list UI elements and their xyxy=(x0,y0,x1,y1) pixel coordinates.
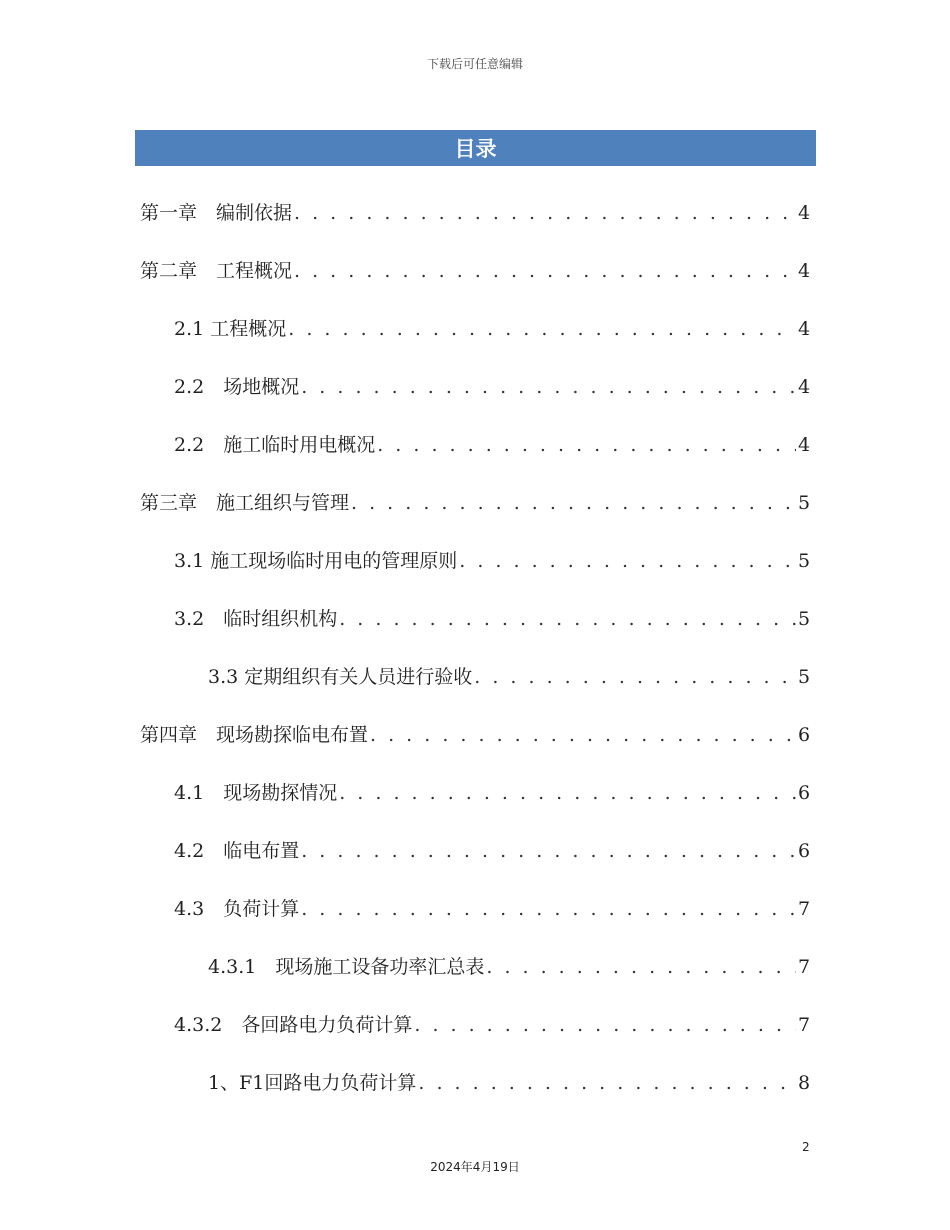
toc-entry-page: 8 xyxy=(798,1072,811,1094)
toc-entry[interactable] xyxy=(140,251,810,291)
toc-entry-page: 4 xyxy=(798,260,811,282)
toc-entry[interactable] xyxy=(174,773,810,813)
toc-entry-text: 2.2 施工临时用电概况 xyxy=(174,434,376,456)
toc-entry-page: 5 xyxy=(798,666,811,688)
toc-entry-page: 6 xyxy=(798,840,811,862)
toc-entry-page: 5 xyxy=(798,550,811,572)
toc-entry-text: 1、F1回路电力负荷计算 xyxy=(208,1072,417,1094)
toc-entry-page: 4 xyxy=(798,202,811,224)
toc-leader-dots xyxy=(459,541,796,581)
toc-leader-dots xyxy=(294,193,796,233)
toc-leader-dots xyxy=(339,773,796,813)
toc-leader-dots xyxy=(301,831,796,871)
header-note: 下载后可任意编辑 xyxy=(426,57,523,71)
toc-leader-dots xyxy=(288,309,796,349)
toc-entry-text: 第三章 施工组织与管理 xyxy=(140,492,350,514)
toc-entry[interactable] xyxy=(174,599,810,639)
toc-entry-page: 7 xyxy=(798,1014,811,1036)
toc-leader-dots xyxy=(351,483,796,523)
toc-entry-text: 4.1 现场勘探情况 xyxy=(174,782,338,804)
toc-leader-dots xyxy=(418,1063,796,1103)
toc-leader-dots xyxy=(474,657,796,697)
toc-leader-dots xyxy=(339,599,796,639)
toc-entry[interactable] xyxy=(208,1063,810,1103)
toc-entry-page: 5 xyxy=(798,608,811,630)
toc-entry-page: 4 xyxy=(798,434,811,456)
toc-entry-text: 4.3.1 现场施工设备功率汇总表 xyxy=(208,956,485,978)
toc-entry-text: 4.3 负荷计算 xyxy=(174,898,300,920)
toc-leader-dots xyxy=(370,715,796,755)
toc-leader-dots xyxy=(414,1005,796,1045)
toc-entry-text: 第二章 工程概况 xyxy=(140,260,293,282)
toc-entry[interactable] xyxy=(174,367,810,407)
toc-entry-page: 5 xyxy=(798,492,811,514)
toc-entry[interactable] xyxy=(174,889,810,929)
toc-entry[interactable] xyxy=(208,657,810,697)
toc-entry[interactable] xyxy=(174,309,810,349)
toc-entry-page: 6 xyxy=(798,724,811,746)
page-number: 2 xyxy=(802,1140,810,1154)
toc-entry[interactable] xyxy=(174,1005,810,1045)
toc-leader-dots xyxy=(486,947,796,987)
toc-title: 目录 xyxy=(454,137,497,161)
toc-leader-dots xyxy=(301,889,796,929)
toc-entry-text: 2.1 工程概况 xyxy=(174,318,287,340)
toc-entry-page: 7 xyxy=(798,898,811,920)
toc-entry-text: 4.2 临电布置 xyxy=(174,840,300,862)
toc-entry-text: 2.2 场地概况 xyxy=(174,376,300,398)
toc-entry-text: 3.3 定期组织有关人员进行验收 xyxy=(208,666,473,688)
toc-entry-page: 4 xyxy=(798,376,811,398)
toc-entry-text: 第一章 编制依据 xyxy=(140,202,293,224)
toc-entry[interactable] xyxy=(174,831,810,871)
toc-entry-page: 7 xyxy=(798,956,811,978)
toc-entry-text: 第四章 现场勘探临电布置 xyxy=(140,724,369,746)
toc-entry-text: 4.3.2 各回路电力负荷计算 xyxy=(174,1014,413,1036)
toc-entry-page: 4 xyxy=(798,318,811,340)
toc-entry[interactable] xyxy=(174,425,810,465)
toc-entry[interactable] xyxy=(140,483,810,523)
toc-entry[interactable] xyxy=(208,947,810,987)
toc-entry[interactable] xyxy=(140,715,810,755)
footer-date: 2024年4月19日 xyxy=(430,1160,520,1174)
toc-entry-text: 3.2 临时组织机构 xyxy=(174,608,338,630)
toc-leader-dots xyxy=(301,367,796,407)
toc-leader-dots xyxy=(377,425,796,465)
toc-title-bar xyxy=(135,130,816,166)
toc-entry[interactable] xyxy=(140,193,810,233)
toc-leader-dots xyxy=(294,251,796,291)
toc-entry-text: 3.1 施工现场临时用电的管理原则 xyxy=(174,550,458,572)
toc-entry-page: 6 xyxy=(798,782,811,804)
toc-entry[interactable] xyxy=(174,541,810,581)
